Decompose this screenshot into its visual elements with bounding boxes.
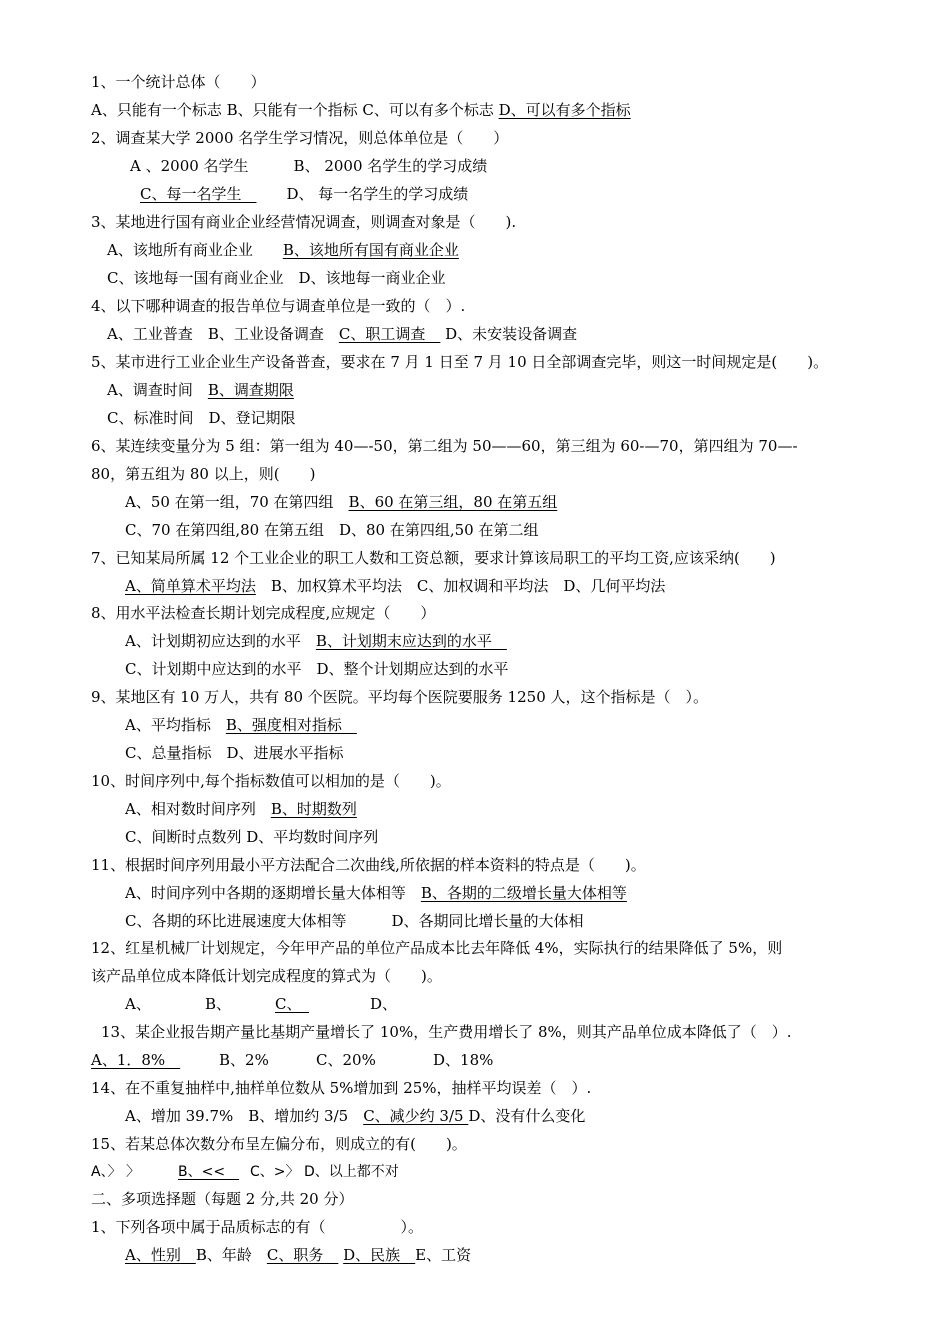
options-text: A、只能有一个标志 B、只能有一个指标 C、可以有多个标志 — [91, 101, 499, 119]
section-title: 二、多项选择题（每题 2 分,共 20 分） — [91, 1190, 354, 1208]
question-11-options-row2: C、各期的环比进展速度大体相等 D、各期同比增长量的大体相 — [125, 912, 584, 930]
question-12-option-a: A、 — [125, 995, 151, 1013]
answer-underlined: C、职务 — [266, 1246, 339, 1264]
answer-underlined: D、可以有多个指标 — [498, 101, 631, 119]
answer-underlined: A、简单算术平均法 — [125, 577, 256, 595]
question-9-options-row2: C、总量指标 D、进展水平指标 — [125, 744, 344, 762]
question-6-stem-cont: 80，第五组为 80 以上，则( ) — [91, 465, 316, 483]
question-3-stem: 3、某地进行国有商业企业经营情况调查，则调查对象是（ ). — [91, 213, 517, 231]
question-1-options — [91, 100, 631, 120]
question-7-options — [125, 576, 665, 596]
options-text: A、计划期初应达到的水平 — [125, 632, 316, 650]
options-text: B、加权算术平均法 C、加权调和平均法 D、几何平均法 — [255, 577, 666, 595]
question-4-stem: 4、以下哪种调查的报告单位与调查单位是一致的（ ）. — [91, 297, 466, 315]
question-14-options — [125, 1106, 585, 1126]
answer-underlined: B、计划期末应达到的水平 — [315, 632, 507, 650]
options-text: A、该地所有商业企业 — [107, 241, 283, 259]
answer-underlined: B、调查期限 — [207, 381, 294, 399]
answer-underlined: C、每一名学生 — [140, 185, 257, 203]
options-text: D、没有什么变化 — [468, 1107, 586, 1125]
question-3-options-row1 — [107, 240, 459, 260]
question-11-stem: 11、根据时间序列用最小平方法配合二次曲线,所依据的样本资料的特点是（ )。 — [91, 856, 646, 874]
answer-underlined: A、性别 — [125, 1246, 196, 1264]
question-10-options-row1 — [125, 799, 357, 819]
question-4-options — [107, 324, 577, 344]
question-11-options-row1 — [125, 883, 627, 903]
answer-underlined: A、1．8% — [91, 1051, 181, 1069]
question-5-options-row2: C、标准时间 D、登记期限 — [107, 409, 296, 427]
question-2-options-row1: A 、2000 名学生 B、 2000 名学生的学习成绩 — [130, 157, 488, 175]
question-5-stem: 5、某市进行工业企业生产设备普查，要求在 7 月 1 日至 7 月 10 日全部调查完毕，则这一时间规定是( )。 — [91, 353, 829, 371]
question-13-option-b: B、2% — [219, 1051, 269, 1069]
question-14-stem: 14、在不重复抽样中,抽样单位数从 5%增加到 25%，抽样平均误差（ ）. — [91, 1079, 592, 1097]
question-9-options-row1 — [125, 715, 357, 735]
question-6-options-row1 — [125, 492, 557, 512]
options-text: A、增加 39.7% B、增加约 3/5 — [125, 1107, 364, 1125]
question-10-options-row2: C、间断时点数列 D、平均数时间序列 — [125, 828, 379, 846]
options-text: A、工业普查 B、工业设备调查 — [107, 325, 339, 343]
answer-underlined: B、各期的二级增长量大体相等 — [420, 884, 627, 902]
question-12-stem: 12、红星机械厂计划规定，今年甲产品的单位产品成本比去年降低 4%，实际执行的结果降低了 5%，则 — [91, 939, 783, 957]
options-text: A、相对数时间序列 — [125, 800, 271, 818]
options-text: A、时间序列中各期的逐期增长量大体相等 — [125, 884, 421, 902]
question-2-stem: 2、调查某大学 2000 名学生学习情况，则总体单位是（ ） — [91, 129, 509, 147]
options-text: B、年龄 — [195, 1246, 267, 1264]
question-15-answer-b — [178, 1162, 239, 1182]
question-8-options-row2: C、计划期中应达到的水平 D、整个计划期应达到的水平 — [125, 660, 509, 678]
question-7-stem: 7、已知某局所属 12 个工业企业的职工人数和工资总额，要求计算该局职工的平均工资,应该采纳( ) — [91, 549, 776, 567]
question-1-stem: 1、一个统计总体（ ） — [91, 73, 266, 91]
options-text: A、平均指标 — [125, 716, 226, 734]
question-12-answer-c — [275, 994, 309, 1014]
multi-question-1-stem: 1、下列各项中属于品质标志的有（ ）。 — [91, 1218, 424, 1236]
options-text: A、调查时间 — [107, 381, 208, 399]
question-8-options-row1 — [125, 631, 507, 651]
question-12-option-b: B、 — [205, 995, 232, 1013]
question-15-options-rest: C、>〉 D、以上都不对 — [250, 1164, 399, 1180]
answer-underlined: B、<< — [178, 1164, 240, 1180]
options-text: D、未安装设备调查 — [440, 325, 578, 343]
options-text: A、50 在第一组，70 在第四组 — [125, 493, 349, 511]
question-15-stem: 15、若某总体次数分布呈左偏分布，则成立的有( )。 — [91, 1135, 467, 1153]
question-13-option-c: C、20% — [316, 1051, 376, 1069]
answer-underlined: B、该地所有国有商业企业 — [282, 241, 459, 259]
answer-underlined: C、减少约 3/5 — [363, 1107, 469, 1125]
multi-question-1-options — [125, 1245, 471, 1265]
question-3-options-row2: C、该地每一国有商业企业 D、该地每一商业企业 — [107, 269, 446, 287]
answer-underlined: C、职工调查 — [338, 325, 441, 343]
answer-underlined: B、强度相对指标 — [225, 716, 357, 734]
question-8-stem: 8、用水平法检查长期计划完成程度,应规定（ ） — [91, 604, 436, 622]
question-2-options-row2 — [140, 184, 468, 204]
question-15-option-a: A、〉 〉 — [91, 1164, 141, 1180]
question-5-options-row1 — [107, 380, 294, 400]
answer-underlined: C、 — [275, 995, 309, 1013]
answer-underlined: B、60 在第三组，80 在第五组 — [348, 493, 558, 511]
question-12-stem-cont: 该产品单位成本降低计划完成程度的算式为（ )。 — [91, 967, 442, 985]
question-6-stem: 6、某连续变量分为 5 组：第一组为 40—-50，第二组为 50——60，第三组为 60-—70，第四组为 70—- — [91, 437, 798, 455]
question-13-answer-a — [91, 1050, 180, 1070]
answer-underlined: D、民族 — [343, 1246, 416, 1264]
question-13-stem: 13、某企业报告期产量比基期产量增长了 10%，生产费用增长了 8%，则其产品单位成本降低了（ ）. — [101, 1023, 792, 1041]
question-13-option-d: D、18% — [433, 1051, 494, 1069]
options-text: D、 每一名学生的学习成绩 — [256, 185, 469, 203]
answer-underlined: B、时期数列 — [270, 800, 357, 818]
question-10-stem: 10、时间序列中,每个指标数值可以相加的是（ )。 — [91, 772, 451, 790]
question-12-option-d: D、 — [370, 995, 398, 1013]
question-9-stem: 9、某地区有 10 万人，共有 80 个医院。平均每个医院要服务 1250 人，这个指标是（ ）。 — [91, 688, 709, 706]
options-text: E、工资 — [415, 1246, 472, 1264]
question-6-options-row2: C、70 在第四组,80 在第五组 D、80 在第四组,50 在第二组 — [125, 521, 539, 539]
